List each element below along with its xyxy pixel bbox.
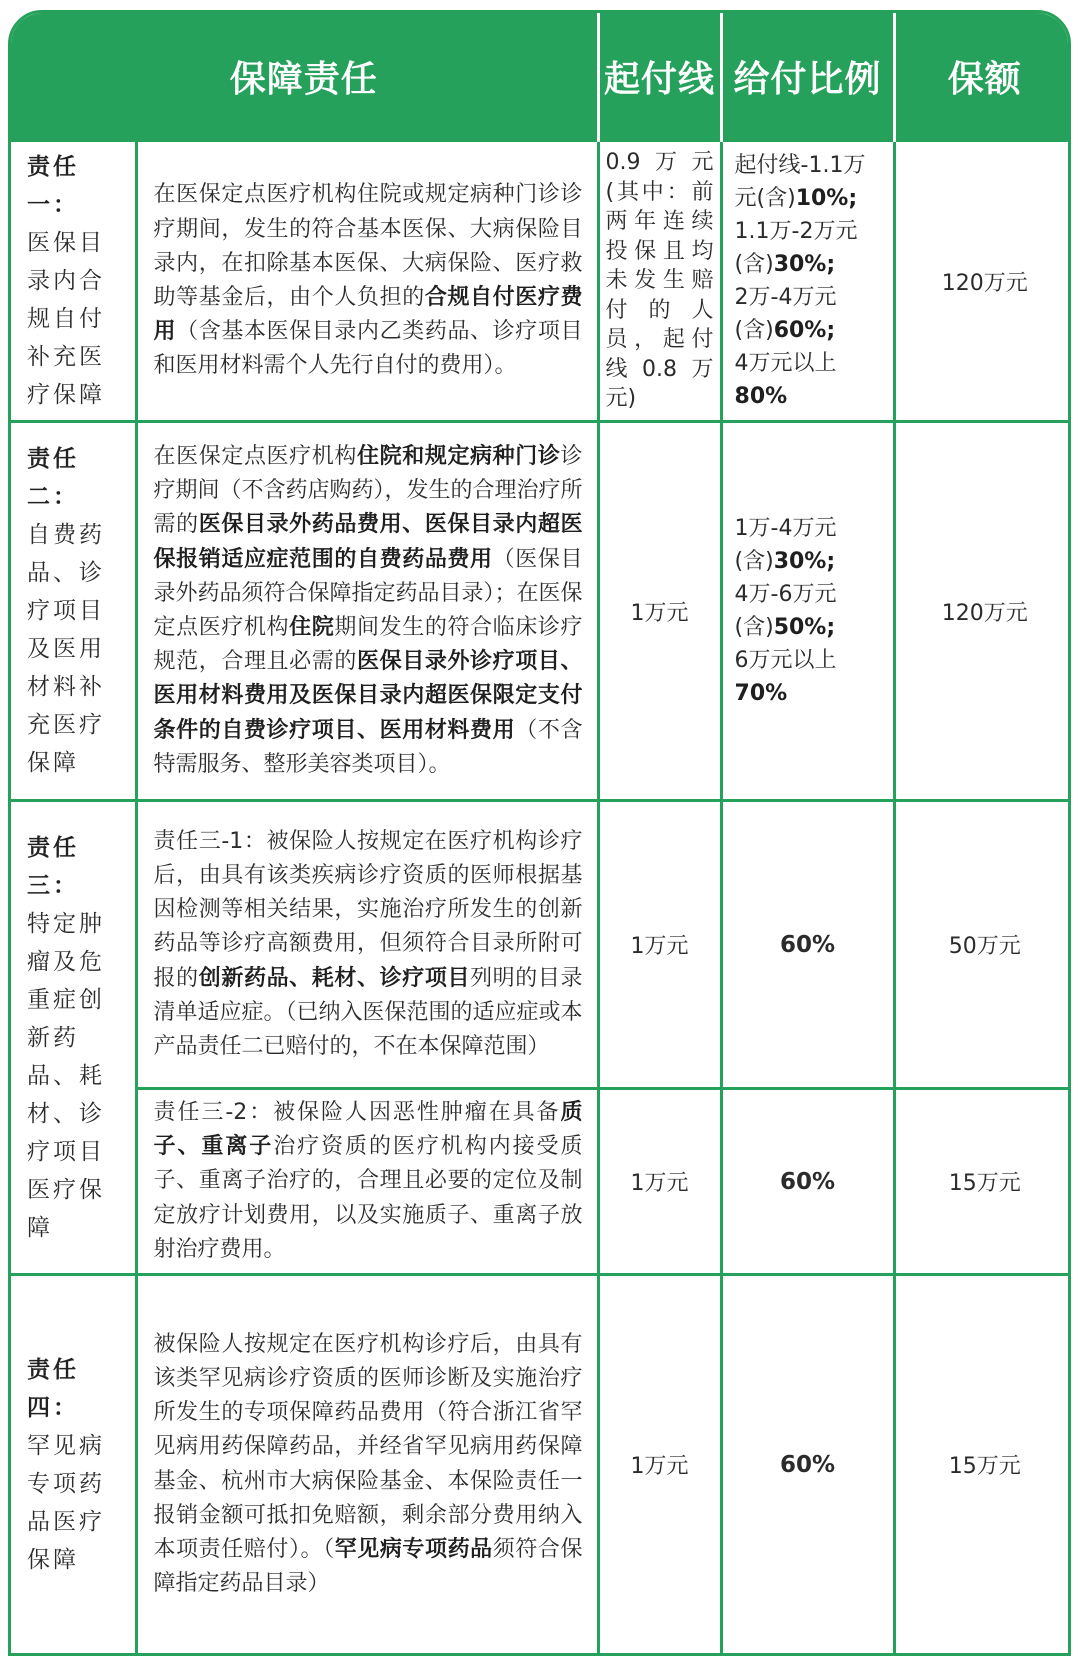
desc-text: （医保目录外药品须符合保障指定药品目录）；在医保定点医疗机构 [153,546,583,640]
desc-bold-text: 医保目录外药品费用、医保目录内超医保报销适应症范围的自费药品费用 [153,512,583,572]
amount-cell: 120万元 [894,141,1071,422]
ratio-tier [735,281,887,347]
table-row [11,141,1071,422]
desc-text: 须符合保障指定药品目录） [153,1536,583,1597]
header-ratio: 给付比例 [721,13,894,141]
ratio-tier [735,149,887,215]
ratio-range: 2万-4万元(含) [734,285,837,343]
duty-description [136,801,598,1089]
amount-cell: 50万元 [894,801,1071,1089]
desc-text: 诊疗期间（不含药店购药），发生的合理治疗所需的 [153,443,583,538]
desc-bold-text: 住院和规定病种门诊 [357,443,561,469]
desc-bold-text: 罕见病专项药品 [334,1536,493,1562]
duty-description [136,1089,598,1275]
desc-text: 期间发生的符合临床诊疗规范，合理且必需的 [153,615,583,675]
duty-description [136,1275,598,1653]
duty-title: 责任二： [27,446,79,510]
deductible-cell: 1万元 [598,1089,721,1275]
desc-bold-text: 医保目录外诊疗项目、医用材料费用及医保目录内超医保限定支付条件的自费诊疗项目、医用材料费用 [153,649,583,743]
ratio-cell: 60% [721,1089,894,1275]
desc-text: 列明的目录清单适应症。（已纳入医保范围的适应症或本产品责任二已赔付的，不在本保障范围） [153,965,583,1059]
coverage-table [11,13,1071,1653]
coverage-table-container [8,10,1071,1656]
table-row [11,801,1071,1089]
ratio-percent: 70% [734,681,788,706]
deductible-cell: 1万元 [598,422,721,801]
ratio-range: 4万元以上 [734,351,837,376]
desc-text: 责任三-2：被保险人因恶性肿瘤在具备 [153,1100,561,1125]
ratio-percent: 30%; [773,549,836,574]
duty-name: 医保目录内合规自付补充医疗保障 [27,230,105,408]
desc-bold-text: 合规自付医疗费用 [153,285,583,345]
duty-title: 责任三： [27,834,79,899]
header-duty: 保障责任 [11,13,598,141]
header-deductible: 起付线 [598,13,721,141]
ratio-range: 4万-6万元(含) [734,582,837,640]
desc-text: 在医保定点医疗机构住院或规定病种门诊诊疗期间，发生的符合基本医保、大病保险目录内，在扣除基本医保、大病保险、医疗救助等基金后，由个人负担的 [153,182,583,310]
desc-text: （含基本医保目录内乙类药品、诊疗项目和医用材料需个人先行自付的费用）。 [153,319,583,379]
ratio-percent: 50%; [773,615,836,640]
ratio-range: 1.1万-2万元(含) [734,219,858,277]
ratio-cell [721,141,894,422]
ratio-range: 6万元以上 [734,648,837,673]
desc-text: （不含特需服务、整形美容类项目）。 [153,717,583,777]
ratio-percent: 30%; [773,252,836,277]
duty-title: 责任四： [27,1356,79,1421]
ratio-tier [735,347,887,413]
duty-name-cell [11,1275,136,1653]
ratio-percent: 60%; [773,318,836,343]
ratio-cell: 60% [721,1275,894,1653]
amount-cell: 15万元 [894,1089,1071,1275]
table-row [11,1089,1071,1275]
duty-description [136,422,598,801]
ratio-tier [735,512,887,578]
ratio-cell: 60% [721,801,894,1089]
duty-name: 罕见病专项药品医疗保障 [27,1432,105,1573]
duty-name: 特定肿瘤及危重症创新药品、耗材、诊疗项目医疗保障 [27,910,105,1241]
ratio-percent: 10%; [795,186,858,211]
ratio-tier [735,215,887,281]
table-row [11,1275,1071,1653]
ratio-cell [721,422,894,801]
desc-text: 治疗资质的医疗机构内接受质子、重离子治疗的，合理且必要的定位及制定放疗计划费用，以及实施质子、重离子放射治疗费用。 [153,1134,583,1262]
amount-cell: 120万元 [894,422,1071,801]
deductible-cell: 1万元 [598,801,721,1089]
header-amount: 保额 [894,13,1071,141]
header-row [11,13,1071,141]
duty-name-cell [11,801,136,1275]
deductible-cell: 0.9万元(其中：前两年连续投保且均未发生赔付的人员，起付线0.8万元) [598,141,721,422]
ratio-tier [735,578,887,644]
table-row [11,422,1071,801]
ratio-range: 起付线-1.1万元(含) [734,153,866,211]
desc-bold-text: 创新药品、耗材、诊疗项目 [198,965,471,991]
ratio-range: 1万-4万元(含) [734,516,837,574]
duty-name-cell [11,141,136,422]
desc-text: 责任三-1：被保险人按规定在医疗机构诊疗后，由具有该类疾病诊疗资质的医师根据基因检测等相关结果，实施治疗所发生的创新药品等诊疗高额费用，但须符合目录所附可报的 [153,828,583,991]
duty-name: 自费药品、诊疗项目及医用材料补充医疗保障 [27,522,105,776]
deductible-cell: 1万元 [598,1275,721,1653]
desc-bold-text: 住院 [289,615,335,640]
duty-description [136,141,598,422]
desc-bold-text: 质子、重离子 [153,1100,583,1160]
desc-text: 被保险人按规定在医疗机构诊疗后，由具有该类罕见病诊疗资质的医师诊断及实施治疗所发生的专项保障药品费用（符合浙江省罕见病用药保障药品，并经省罕见病用药保障基金、杭州市大病保险基金、本保险责任一报销金额可抵扣免赔额，剩余部分费用纳入本项责任赔付）。（ [153,1331,583,1562]
ratio-percent: 80% [734,384,788,409]
duty-title: 责任一： [27,154,79,218]
ratio-tier [735,644,887,710]
duty-name-cell [11,422,136,801]
desc-text: 在医保定点医疗机构 [153,443,357,469]
amount-cell: 15万元 [894,1275,1071,1653]
